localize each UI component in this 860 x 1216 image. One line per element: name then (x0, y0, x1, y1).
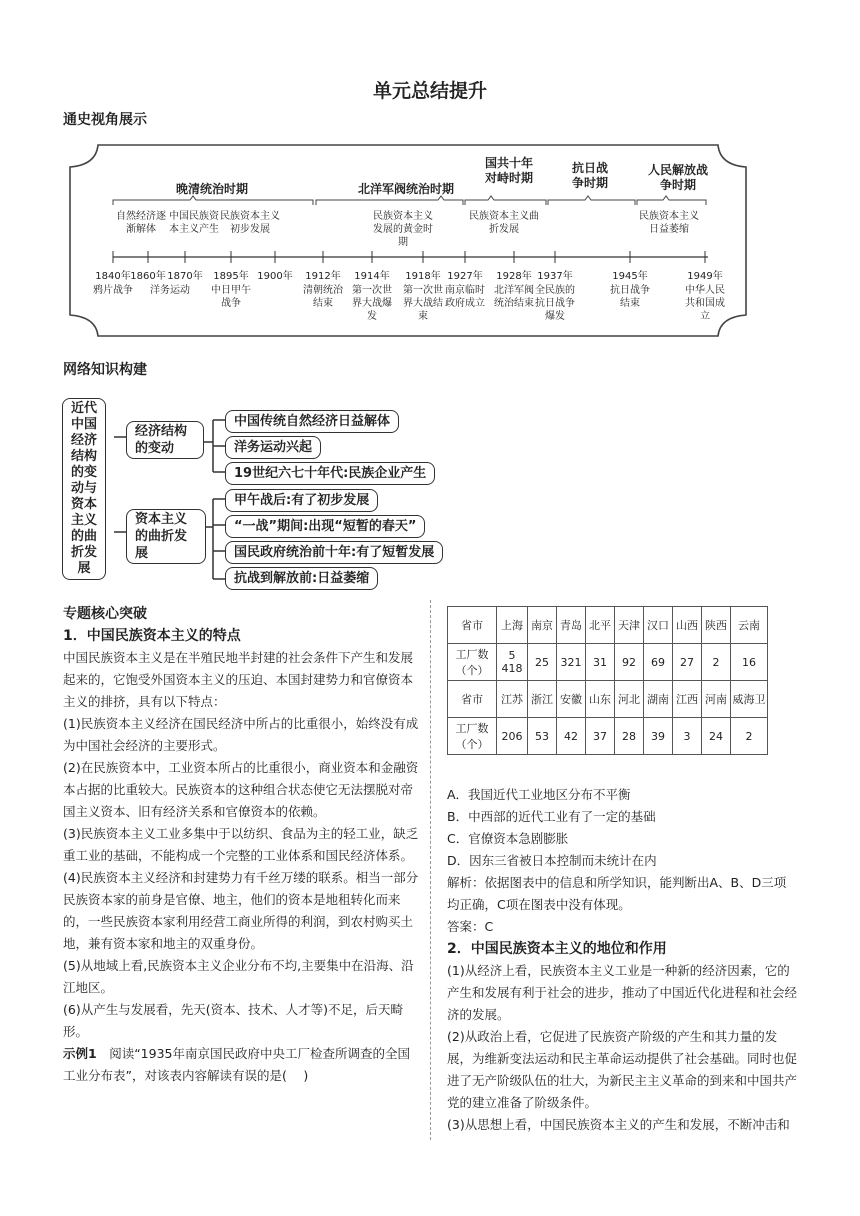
factory-table-wrap (447, 606, 768, 755)
timeline-year: 1945年 (612, 271, 648, 282)
concept-leaf: 国民政府统治前十年:有了短暂发展 (225, 541, 443, 564)
stage-label: 民族资本主义曲折发展 (469, 211, 539, 235)
table-row (448, 607, 768, 644)
table-cell: 53 (528, 718, 557, 755)
table-cell: 工厂数（个） (448, 644, 497, 681)
table-cell: 321 (557, 644, 586, 681)
period-label: 国共十年对峙时期 (484, 156, 533, 185)
table-cell: 25 (528, 644, 557, 681)
paragraph: (6)从产生与发展看，先天(资本、技术、人才等)不足，后天畸形。 (63, 1002, 403, 1039)
table-cell: 5 418 (497, 644, 528, 681)
left-column (63, 603, 421, 1087)
stage-label: 中国民族资本主义产生 (169, 211, 219, 235)
option-b: B．中西部的近代工业有了一定的基础 (447, 809, 656, 824)
table-cell: 3 (673, 718, 702, 755)
timeline-year: 1918年 (405, 271, 441, 282)
period-label: 晚清统治时期 (176, 182, 249, 196)
timeline-event: 北洋军阀统治结束 (494, 285, 534, 309)
concept-leaf: 洋务运动兴起 (225, 436, 321, 459)
concept-leaf: 19世纪六七十年代:民族企业产生 (225, 462, 435, 485)
table-cell: 24 (702, 718, 731, 755)
table-cell: 37 (586, 718, 615, 755)
table-cell: 安徽 (557, 681, 586, 718)
paragraph: 中国民族资本主义是在半殖民地半封建的社会条件下产生和发展起来的，它饱受外国资本主义的压迫、本国封建势力和官僚资本主义的排挤，具有以下特点： (63, 650, 414, 709)
table-cell: 2 (702, 644, 731, 681)
table-row (448, 718, 768, 755)
table-cell: 江苏 (497, 681, 528, 718)
timeline-event: 全民族的抗日战争爆发 (535, 285, 575, 322)
table-cell: 湖南 (644, 681, 673, 718)
timeline-box (68, 143, 748, 338)
table-cell: 浙江 (528, 681, 557, 718)
concept-root: 近代中国经济结构的变动与资本主义的曲折发展 (62, 398, 106, 580)
stage-label: 民族资本主义初步发展 (220, 211, 280, 235)
timeline-year: 1900年 (257, 271, 293, 282)
concept-branch: 经济结构的变动 (126, 421, 204, 459)
table-cell: 206 (497, 718, 528, 755)
table-cell: 工厂数（个） (448, 718, 497, 755)
timeline-year: 1928年 (496, 271, 532, 282)
table-cell: 省市 (448, 607, 497, 644)
concept-leaf: 中国传统自然经济日益解体 (225, 410, 399, 433)
concept-leaf: 甲午战后:有了初步发展 (225, 489, 378, 512)
paragraph: (4)民族资本主义经济和封建势力有千丝万缕的联系。相当一部分民族资本家的前身是官僚、地主，他们的资本是地租转化而来的，一些民族资本家利用经营工商业所得的利润，到农村购买土地，兼有资本家和地主的双重身份。 (63, 870, 419, 951)
table-row (448, 644, 768, 681)
option-a: A．我国近代工业地区分布不平衡 (447, 787, 631, 802)
stage-label: 民族资本主义发展的黄金时期 (373, 211, 433, 248)
stage-label: 民族资本主义日益萎缩 (639, 211, 699, 235)
concept-branch: 资本主义的曲折发展 (126, 509, 206, 564)
section-title-core: 专题核心突破 (63, 606, 147, 622)
timeline-event: 第一次世界大战结束 (403, 285, 443, 322)
option-c: C．官僚资本急剧膨胀 (447, 831, 569, 846)
table-cell: 28 (615, 718, 644, 755)
timeline-event: 抗日战争结束 (610, 285, 650, 309)
timeline-year: 1914年 (354, 271, 390, 282)
heading-features: 1．中国民族资本主义的特点 (63, 628, 241, 644)
timeline-event: 中华人民共和国成立 (685, 285, 725, 322)
period-label: 北洋军阀统治时期 (358, 182, 455, 196)
table-cell: 青岛 (557, 607, 586, 644)
right-column (447, 784, 797, 1136)
table-cell: 山西 (673, 607, 702, 644)
table-cell: 河南 (702, 681, 731, 718)
paragraph: (3)民族资本主义工业多集中于以纺织、食品为主的轻工业，缺乏重工业的基础，不能构成一个完整的工业体系和国民经济体系。 (63, 826, 419, 863)
example-label: 示例1 (63, 1046, 97, 1061)
table-cell: 江西 (673, 681, 702, 718)
table-cell: 2 (731, 718, 768, 755)
table-cell: 云南 (731, 607, 768, 644)
concept-leaf: 抗战到解放前:日益萎缩 (225, 567, 378, 590)
table-cell: 威海卫 (731, 681, 768, 718)
answer: 答案：C (447, 919, 494, 934)
table-cell: 92 (615, 644, 644, 681)
example-text: 阅读“1935年南京国民政府中央工厂检查所调查的全国工业分布表”，对该表内容解读有误的是( ) (63, 1046, 410, 1083)
table-row (448, 681, 768, 718)
timeline-event: 鸦片战争 (93, 285, 133, 296)
timeline-year: 1860年 (130, 271, 166, 282)
concept-leaf: “一战”期间:出现“短暂的春天” (225, 515, 425, 538)
timeline-year: 1927年 (447, 271, 483, 282)
section-title-timeline: 通史视角展示 (63, 112, 147, 128)
period-label: 人民解放战争时期 (648, 163, 709, 192)
table-cell: 南京 (528, 607, 557, 644)
stage-label: 自然经济逐渐解体 (116, 211, 166, 235)
table-cell: 39 (644, 718, 673, 755)
timeline-event: 第一次世界大战爆发 (352, 285, 392, 322)
timeline-year: 1840年 (95, 271, 131, 282)
timeline-year: 1949年 (687, 271, 723, 282)
timeline-year: 1937年 (537, 271, 573, 282)
section-title-network: 网络知识构建 (63, 362, 147, 378)
timeline-event: 清朝统治结束 (303, 285, 343, 309)
table-cell: 陕西 (702, 607, 731, 644)
column-divider (430, 600, 431, 1140)
heading-role: 2．中国民族资本主义的地位和作用 (447, 941, 667, 957)
factory-table (447, 606, 768, 755)
table-cell: 42 (557, 718, 586, 755)
paragraph: (2)在民族资本中，工业资本所占的比重很小，商业资本和金融资本占据的比重较大。民族资本的这种组合状态使它无法摆脱对帝国主义资本、旧有经济关系和官僚资本的依赖。 (63, 760, 419, 819)
concept-map (55, 387, 473, 597)
table-cell: 北平 (586, 607, 615, 644)
example-question (63, 1043, 421, 1087)
page-title: 单元总结提升 (372, 80, 487, 102)
table-cell: 上海 (497, 607, 528, 644)
paragraph: (3)从思想上看，中国民族资本主义的产生和发展，不断冲击和 (447, 1117, 790, 1132)
analysis: 解析：依据图表中的信息和所学知识，能判断出A、B、D三项均正确，C项在图表中没有体现。 (447, 875, 787, 912)
option-d: D．因东三省被日本控制而未统计在内 (447, 853, 657, 868)
table-cell: 27 (673, 644, 702, 681)
table-cell: 汉口 (644, 607, 673, 644)
timeline-year: 1870年 (167, 271, 203, 282)
paragraph: (1)从经济上看，民族资本主义工业是一种新的经济因素，它的产生和发展有利于社会的进步，推动了中国近代化进程和社会经济的发展。 (447, 963, 798, 1022)
timeline-year: 1895年 (213, 271, 249, 282)
period-label: 抗日战争时期 (571, 161, 608, 190)
timeline-year: 1912年 (305, 271, 341, 282)
timeline-event: 中日甲午战争 (211, 285, 251, 309)
table-cell: 省市 (448, 681, 497, 718)
table-cell: 69 (644, 644, 673, 681)
table-cell: 31 (586, 644, 615, 681)
table-cell: 山东 (586, 681, 615, 718)
paragraph: (5)从地域上看,民族资本主义企业分布不均,主要集中在沿海、沿江地区。 (63, 958, 414, 995)
table-cell: 16 (731, 644, 768, 681)
table-cell: 河北 (615, 681, 644, 718)
timeline-event: 南京临时政府成立 (445, 285, 485, 309)
paragraph: (1)民族资本主义经济在国民经济中所占的比重很小，始终没有成为中国社会经济的主要形式。 (63, 716, 419, 753)
paragraph: (2)从政治上看，它促进了民族资产阶级的产生和其力量的发展，为维新变法运动和民主革命运动提供了社会基础。同时也促进了无产阶级队伍的壮大，为新民主主义革命的到来和中国共产党的建立准备了阶级条件。 (447, 1029, 798, 1110)
timeline-event: 洋务运动 (150, 285, 190, 296)
table-cell: 天津 (615, 607, 644, 644)
